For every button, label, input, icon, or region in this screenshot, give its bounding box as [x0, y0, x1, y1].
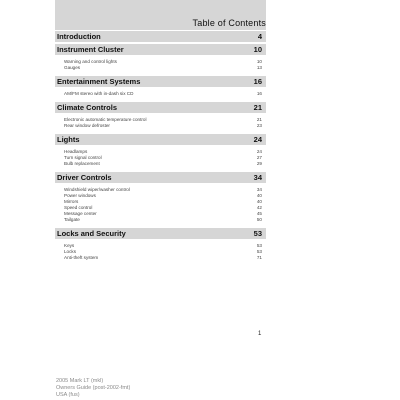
- section-title: Climate Controls: [57, 103, 118, 112]
- section-page: 10: [253, 45, 262, 54]
- entry-page: 16: [256, 90, 262, 96]
- entry-page: 45: [256, 210, 262, 216]
- entry-title: Keys: [64, 242, 75, 248]
- toc-section: [55, 44, 266, 74]
- section-header[interactable]: [55, 172, 266, 183]
- entry-title: Locks: [64, 248, 77, 254]
- section-header[interactable]: [55, 44, 266, 55]
- entry-title: Warning and control lights: [64, 58, 117, 64]
- toc-section: [55, 228, 266, 264]
- entry-title: Rear window defroster: [64, 122, 110, 128]
- section-title: Lights: [57, 135, 80, 144]
- entry-title: Anti-theft system: [64, 254, 99, 260]
- section-entries: [55, 55, 266, 74]
- entry-page: 71: [256, 254, 262, 260]
- entry-page: 34: [256, 186, 262, 192]
- entry-page: 27: [256, 154, 262, 160]
- entry-page: 24: [256, 148, 262, 154]
- footer-line: 2005 Mark LT (mkl): [56, 378, 104, 384]
- section-title: Instrument Cluster: [57, 45, 124, 54]
- entry-page: 53: [256, 248, 262, 254]
- section-title: Driver Controls: [57, 173, 112, 182]
- section-page: 21: [253, 103, 262, 112]
- entry-title: Headlamps: [64, 148, 88, 154]
- section-header[interactable]: [55, 31, 266, 42]
- section-entries: [55, 87, 266, 100]
- section-title: Entertainment Systems: [57, 77, 141, 86]
- entry-title: Message center: [64, 210, 97, 216]
- section-header[interactable]: [55, 76, 266, 87]
- page-number: 1: [258, 331, 262, 337]
- section-title: Locks and Security: [57, 229, 126, 238]
- entry-page: 40: [256, 198, 262, 204]
- entry-title: Speed control: [64, 204, 93, 210]
- section-header[interactable]: [55, 102, 266, 113]
- section-header[interactable]: [55, 134, 266, 145]
- entry-title: Power windows: [64, 192, 96, 198]
- entry-page: 53: [256, 242, 262, 248]
- toc-title: Table of Contents: [192, 18, 266, 28]
- toc-entry[interactable]: [55, 216, 266, 222]
- entry-title: Tailgate: [64, 216, 80, 222]
- toc-section: [55, 102, 266, 132]
- footer-line: USA (fus): [56, 392, 80, 398]
- entry-page: 42: [256, 204, 262, 210]
- entry-page: 10: [256, 58, 262, 64]
- toc-section: [55, 172, 266, 226]
- entry-page: 50: [256, 216, 262, 222]
- toc-section: [55, 31, 266, 42]
- entry-title: Gauges: [64, 64, 81, 70]
- section-page: 4: [257, 32, 262, 41]
- entry-title: Electronic automatic temperature control: [64, 116, 147, 122]
- entry-page: 13: [256, 64, 262, 70]
- entry-title: Windshield wiper/washer control: [64, 186, 130, 192]
- toc-section: [55, 134, 266, 170]
- toc-entry[interactable]: [55, 160, 266, 166]
- section-entries: [55, 113, 266, 132]
- toc-entry[interactable]: [55, 90, 266, 96]
- entry-page: 40: [256, 192, 262, 198]
- entry-page: 23: [256, 122, 262, 128]
- section-entries: [55, 183, 266, 226]
- entry-title: Turn signal control: [64, 154, 102, 160]
- document-footer: [56, 378, 130, 399]
- section-entries: [55, 145, 266, 170]
- section-entries: [55, 239, 266, 264]
- section-title: Introduction: [57, 32, 101, 41]
- toc-entry[interactable]: [55, 64, 266, 70]
- section-page: 16: [253, 77, 262, 86]
- footer-line: Owners Guide (post-2002-fmt): [56, 385, 131, 391]
- section-page: 53: [253, 229, 262, 238]
- entry-page: 21: [256, 116, 262, 122]
- table-of-contents: [55, 31, 266, 266]
- section-page: 34: [253, 173, 262, 182]
- toc-section: [55, 76, 266, 100]
- entry-title: Mirrors: [64, 198, 79, 204]
- section-page: 24: [253, 135, 262, 144]
- entry-title: Bulb replacement: [64, 160, 100, 166]
- entry-title: AM/FM stereo with in-dash six CD: [64, 90, 134, 96]
- entry-page: 29: [256, 160, 262, 166]
- toc-entry[interactable]: [55, 254, 266, 260]
- toc-entry[interactable]: [55, 122, 266, 128]
- section-header[interactable]: [55, 228, 266, 239]
